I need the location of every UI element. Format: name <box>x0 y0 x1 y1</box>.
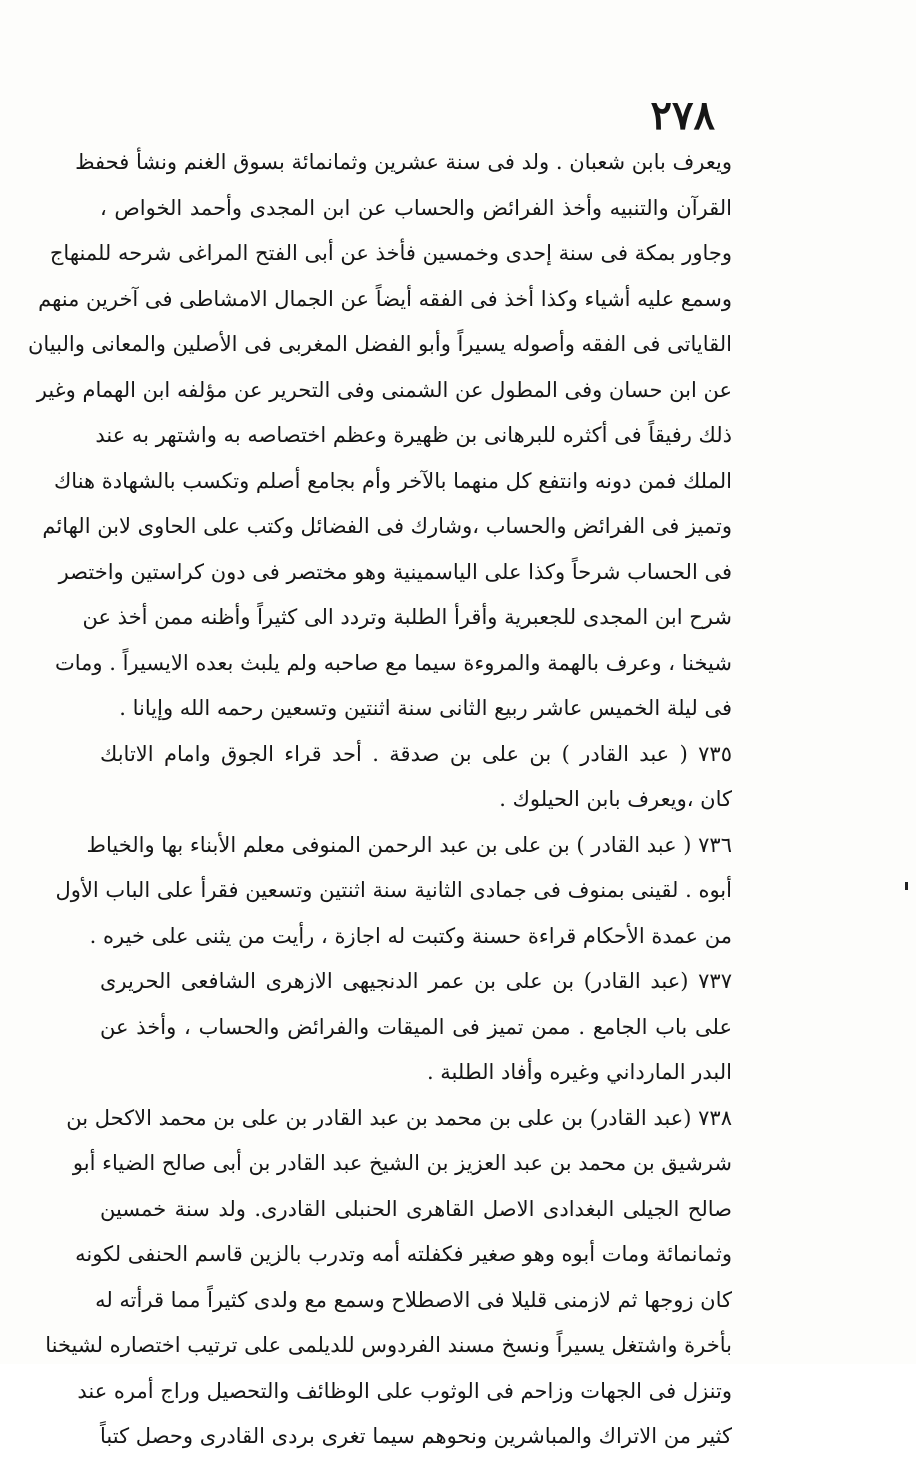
text-line: ويعرف بابن شعبان . ولد فى سنة عشرين وثمانمائة بسوق الغنم ونشأ فحفظ <box>75 150 732 174</box>
text-line: وثمانمائة ومات أبوه وهو صغير فكفلته أمه وتدرب بالزين قاسم الحنفى لكونه <box>75 1242 732 1266</box>
text-line: كان زوجها ثم لازمنى قليلا فى الاصطلاح وسمع مع ولدى كثيراً مما قرأته له <box>95 1287 732 1312</box>
text-line: وجاور بمكة فى سنة إحدى وخمسين فأخذ عن أبى الفتح المراغى شرحه للمنهاج <box>49 241 732 265</box>
text-line: وتنزل فى الجهات وزاحم فى الوثوب على الوظائف والتحصيل وراج أمره عند <box>77 1378 732 1403</box>
text-line: شيخنا ، وعرف بالهمة والمروءة سيما مع صاحبه ولم يلبث بعده الايسيراً . ومات <box>54 650 732 675</box>
text-line: أبوه . لقينى بمنوف فى جمادى الثانية سنة اثنتين وتسعين فقرأ على الباب الأول <box>55 878 732 902</box>
text-line: شرح ابن المجدى للجعبرية وأقرأ الطلبة وتردد الى كثيراً وأظنه ممن أخذ عن <box>82 605 732 629</box>
entry-736-line: ٧٣٦ ( عبد القادر ) بن على بن عبد الرحمن المنوفى معلم الأبناء بها والخياط <box>86 832 732 857</box>
text-line: صالح الجيلى البغدادى الاصل القاهرى الحنبلى القادرى. ولد سنة خمسين <box>100 1196 732 1221</box>
text-line: فى ليلة الخميس عاشر ربيع الثانى سنة اثنتين وتسعين رحمه الله وإيانا . <box>119 696 732 720</box>
text-line: البدر المارداني وغيره وأفاد الطلبة . <box>426 1060 732 1084</box>
entry-738-line: ٧٣٨ (عبد القادر) بن على بن محمد بن عبد القادر بن على بن محمد الاكحل بن <box>66 1105 732 1130</box>
entry-737-line: ٧٣٧ (عبد القادر) بن على بن عمر الدنجيهى الازهرى الشافعى الحريرى <box>100 969 732 993</box>
text-line: كثير من الاتراك والمباشرين ونحوهم سيما تغرى بردى القادرى وحصل كتباً <box>100 1424 732 1448</box>
text-line: ذلك رفيقاً فى أكثره للبرهانى بن ظهيرة وعظم اختصاصه به واشتهر به عند <box>95 423 732 447</box>
text-line: فى الحساب شرحاً وكذا على الياسمينية وهو مختصر فى دون كراستين واختصر <box>58 559 732 584</box>
page-number: ٢٧٨ <box>650 92 715 139</box>
text-line: شرشيق بن محمد بن عبد العزيز بن الشيخ عبد القادر بن أبى صالح الضياء أبو <box>72 1151 732 1175</box>
text-line: الملك فمن دونه وانتفع كل منهما بالآخر وأم بجامع أصلم وتكسب بالشهادة هناك <box>54 468 732 493</box>
text-line: من عمدة الأحكام قراءة حسنة وكتبت له اجازة ، رأيت من يثنى على خيره . <box>89 923 732 948</box>
text-line: عن ابن حسان وفى المطول عن الشمنى وفى التحرير عن مؤلفه ابن الهمام وغير <box>36 377 732 402</box>
arabic-text-block <box>27 140 732 1460</box>
entry-735-line: ٧٣٥ ( عبد القادر ) بن على بن صدقة . أحد قراء الجوق وامام الاتابك <box>100 741 732 766</box>
text-line: وسمع عليه أشياء وكذا أخذ فى الفقه أيضاً عن الجمال الامشاطى فى آخرين منهم <box>38 286 732 311</box>
text-line: وتميز فى الفرائض والحساب ،وشارك فى الفضائل وكتب على الحاوى لابن الهائم <box>42 514 732 538</box>
text-line: على باب الجامع . ممن تميز فى الميقات والفرائض والحساب ، وأخذ عن <box>100 1014 732 1039</box>
text-line: القرآن والتنبيه وأخذ الفرائض والحساب عن ابن المجدى وأحمد الخواص ، <box>100 195 732 220</box>
text-line: كان ،ويعرف بابن الحيلوك . <box>499 787 732 811</box>
text-line: القاياتى فى الفقه وأصوله يسيراً وأبو الفضل المغربى فى الأصلين والمعانى والبيان <box>27 332 732 356</box>
text-line: بأخرة واشتغل يسيراً ونسخ مسند الفردوس للديلمى على ترتيب اختصاره لشيخنا <box>45 1333 732 1357</box>
scan-edge-mark <box>905 882 908 890</box>
